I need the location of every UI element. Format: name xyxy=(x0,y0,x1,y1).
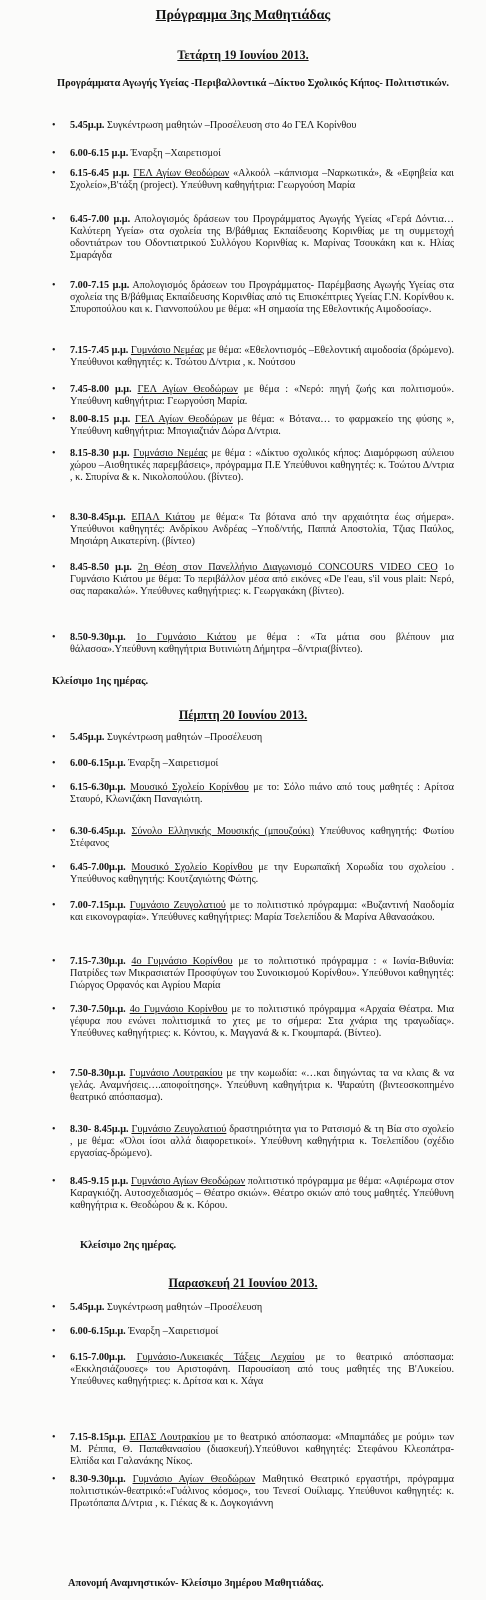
item-school: ΕΠΑΛ Κιάτου xyxy=(131,512,195,523)
schedule-item xyxy=(52,414,455,438)
item-description: Συγκέντρωση μαθητών –Προσέλευση xyxy=(107,1302,263,1313)
item-description: 1ο Γυμνάσιο Κιάτου με θέμα: Το περιβάλλον μέσα από εικόνες «De l'eau, s'il vous plait: Νερό, σας παρακαλώ». Υπεύθυνες καθηγήτριες: κ. Γεωργακάκη (βίντεο). xyxy=(70,562,454,598)
item-time: 7.15-7.30μ.μ. xyxy=(70,956,126,967)
item-school: 4ο Γυμνάσιο Κορίνθου xyxy=(131,956,233,967)
item-description: με θέμα : «Νερό: πηγή ζωής και πολιτισμού». Υπεύθυνη καθηγήτρια: Γεωργούση Μαρία. xyxy=(70,384,455,408)
bullet-icon: • xyxy=(52,280,56,291)
item-time: 7.30-7.50μ.μ. xyxy=(70,1004,126,1015)
item-time: 6.00-6.15 μ.μ. xyxy=(70,148,129,159)
item-time: 8.45-8.50 μ.μ. xyxy=(70,562,132,573)
item-school: ΓΕΛ Αγίων Θεοδώρων xyxy=(137,384,238,395)
schedule-item xyxy=(52,900,455,924)
item-time: 7.45-8.00 μ.μ. xyxy=(70,384,132,395)
bullet-icon: • xyxy=(52,1326,56,1337)
bullet-icon: • xyxy=(52,512,56,523)
item-time: 6.00-6.15μ.μ. xyxy=(70,758,126,769)
item-description: με το θεατρικό απόσπασμα: «Μπαμπάδες με ρούμι» των Μ. Ρέππα, Θ. Παπαθανασίου (διασκευή).Υπεύθυνοι καθηγητές: Στεφάνου Κλεοπάτρα-Ελπίδα και Γαλανάκης Νίκος. xyxy=(70,1432,454,1468)
item-description: πολιτιστικό πρόγραμμα με θέμα: «Αφιέρωμα στον Καραγκιόζη. Αυτοσχεδιασμός – Θέατρο σκιών». Θέατρο σκιών από τους μαθητές. Υπεύθυνη καθηγήτρια κ. Θεοδώρου & κ. Κόρου. xyxy=(70,1176,455,1212)
item-description: δραστηριότητα για το Ρατσισμό & τη Βία στο σχολείο , με θέμα: «Όλοι ίσοι αλλά διαφορετικοί». Υπεύθυνη καθηγήτρια κ. Τσελεπίδου (σχέδιο εργασίας-δρώμενο). xyxy=(70,1124,455,1160)
schedule-item xyxy=(52,1176,455,1212)
item-time: 8.30- 8.45μ.μ. xyxy=(70,1124,129,1135)
item-time: 6.45-7.00 μ.μ. xyxy=(70,214,131,225)
item-time: 6.15-7.00μ.μ. xyxy=(70,1352,126,1363)
schedule-item xyxy=(52,826,455,850)
bullet-icon: • xyxy=(52,732,56,743)
item-description: με θέμα : «Δίκτυο σχολικός κήπος: Διαμόρφωση αύλειου χώρου –Αισθητικές παρεμβάσεις», πρόγραμμα Π.Ε Υπεύθυνοι καθηγητές: κ. Τσώτου Δ/ντρια , κ. Σπυρίνα & κ. Νικολοπούλου. (βίντεο). xyxy=(70,448,455,484)
item-description: Μαθητικό Θεατρικό εργαστήρι, πρόγραμμα πολιτιστικών-θεατρικό:«Γυάλινος κόσμος», του Τενεσί Ουίλιαμς. Υπεύθυνοι καθηγητές: κ. Πρωτόπαπα Δ/ντρια , κ. Γιέκας & κ. Δογκογιάννη xyxy=(70,1474,454,1510)
item-time: 5.45μ.μ. xyxy=(70,1302,105,1313)
item-time: 6.15-6.30μ.μ. xyxy=(70,782,126,793)
item-description: με θέμα:« Τα βότανα από την αρχαιότητα έως σήμερα». Υπεύθυνοι καθηγητές: Ανδρίκου Ανδρέας –Υποδ/ντής, Παππά Αποστολία, Τζιας Παύλος, Μησιάρη Αικατερίνη. (βίντεο) xyxy=(70,512,455,548)
bullet-icon: • xyxy=(52,758,56,769)
item-description: Έναρξη –Χαιρετισμοί xyxy=(130,148,221,159)
bullet-icon: • xyxy=(52,1176,56,1187)
day1-closing: Κλείσιμο 1ης ημέρας. xyxy=(52,676,149,687)
item-school: Γυμνάσιο Ζευγολατιού xyxy=(129,900,226,911)
item-school: Γυμνάσιο Αγίων Θεοδώρων xyxy=(130,1176,246,1187)
schedule-item xyxy=(52,448,455,484)
item-time: 7.00-7.15μ.μ. xyxy=(70,900,126,911)
bullet-icon: • xyxy=(52,782,56,793)
item-school: Γυμνάσιο Αγίων Θεοδώρων xyxy=(132,1474,256,1485)
bullet-icon: • xyxy=(52,1352,56,1363)
item-time: 6.15-6.45 μ.μ. xyxy=(70,168,130,179)
item-time: 6.45-7.00μ.μ. xyxy=(70,862,126,873)
bullet-icon: • xyxy=(52,1004,56,1015)
item-description: Συγκέντρωση μαθητών –Προσέλευση xyxy=(107,732,263,743)
item-description: με θέμα : «Τα μάτια σου βλέπουν μια θάλασσα».Υπεύθυνη καθηγήτρια Βυτινιώτη Δήμητρα –δ/ντρια(βίντεο). xyxy=(70,632,455,656)
bullet-icon: • xyxy=(52,956,56,967)
bullet-icon: • xyxy=(52,448,56,459)
schedule-item xyxy=(52,1068,455,1104)
bullet-icon: • xyxy=(52,384,56,395)
item-description: με την Ευρωπαϊκή Χορωδία του σχολείου . Υπεύθυνος καθηγητής: Κουτζαγιώτης Φώτης. xyxy=(70,862,454,886)
item-school: Γυμνάσιο Λουτρακίου xyxy=(129,1068,223,1079)
schedule-item xyxy=(52,1432,454,1468)
schedule-item xyxy=(52,280,455,316)
item-time: 5.45μ.μ. xyxy=(70,732,105,743)
item-time: 8.50-9.30μ.μ. xyxy=(70,632,126,643)
item-school: Γυμνάσιο Ζευγολατιού xyxy=(131,1124,227,1135)
item-time: 7.15-8.15μ.μ. xyxy=(70,1432,126,1443)
schedule-item xyxy=(52,214,454,262)
item-description: με το θεατρικό απόσπασμα: «Εκκλησιάζουσες» του Αριστοφάνη. Παρουσίαση από τους μαθητές της Β'Λυκείου. Υπεύθυνες καθηγήτριες: κ. Δρίτσα και κ. Χάγα xyxy=(70,1352,455,1388)
item-time: 7.15-7.45 μ.μ. xyxy=(70,345,129,356)
bullet-icon: • xyxy=(52,900,56,911)
item-school: 4ο Γυμνάσιο Κορίνθου xyxy=(129,1004,228,1015)
schedule-item xyxy=(52,1474,454,1510)
schedule-item xyxy=(52,732,454,744)
bullet-icon: • xyxy=(52,1068,56,1079)
bullet-icon: • xyxy=(52,826,56,837)
item-description: με το πολιτιστικό πρόγραμμα : « Ιωνία-Βιθυνία: Πατρίδες των Μικρασιατών Προσφύγων του Συνοικισμού Κορίνθου». Υπεύθυνοι καθηγητές: Γιώργος Ορφανός και Αγρίου Μαρία xyxy=(70,956,455,992)
item-description: «Αλκοόλ –κάπνισμα –Ναρκωτικά», & «Εφηβεία και Σχολείο»,Β'τάξη (project). Υπεύθυνη καθηγήτρια: Γεωργούση Μαρία xyxy=(70,168,454,192)
schedule-item xyxy=(52,758,454,770)
day1-heading: Τετάρτη 19 Ιουνίου 2013. xyxy=(177,48,309,62)
bullet-icon: • xyxy=(52,1474,56,1485)
schedule-item xyxy=(52,1302,454,1314)
bullet-icon: • xyxy=(52,414,56,425)
schedule-item xyxy=(52,1352,455,1388)
item-time: 5.45μ.μ. xyxy=(70,120,105,131)
bullet-icon: • xyxy=(52,862,56,873)
item-time: 7.00-7.15 μ.μ. xyxy=(70,280,130,291)
day3-closing: Απονομή Αναμνηστικών- Κλείσιμο 3ημέρου Μαθητιάδας. xyxy=(68,1578,324,1589)
item-description: Απολογισμός δράσεων του Προγράμματος Αγωγής Υγείας «Γερά Δόντια…Καλύτερη Υγεία» στα σχολεία της Β/βάθμιας Εκπαίδευσης Κορινθίας με τη συμμετοχή οδοντιάτρων του Οδοντιατρικού Συλλόγου Κορινθίας κ. Μαρίνας Τσουκάκη και κ. Ηλίας Σμαράγδα xyxy=(70,214,454,262)
bullet-icon: • xyxy=(52,1124,56,1135)
item-description: με θέμα: « Βότανα… το φαρμακείο της φύσης », Υπεύθυνη καθηγήτρια: Μπογιαζτιάν Δώρα Δ/ντρια. xyxy=(70,414,455,438)
item-school: ΓΕΛ Αγίων Θεοδώρων xyxy=(134,414,233,425)
day2-heading: Πέμπτη 20 Ιουνίου 2013. xyxy=(178,708,308,722)
item-school: Σύνολο Ελληνικής Μουσικής (μπουζούκι) xyxy=(131,826,314,837)
item-time: 6.00-6.15μ.μ. xyxy=(70,1326,126,1337)
item-description: με το πολιτιστικό πρόγραμμα: «Βυζαντινή Ναοδομία και εικονογραφία». Υπεύθυνες καθηγήτριες: Μαρία Τσελεπίδου & Μαρίνα Αθανασάκου. xyxy=(70,900,455,924)
bullet-icon: • xyxy=(52,120,56,131)
bullet-icon: • xyxy=(52,214,56,225)
schedule-item xyxy=(52,345,455,369)
schedule-item xyxy=(52,782,454,806)
schedule-item xyxy=(52,168,454,192)
item-school: ΓΕΛ Αγίων Θεοδώρων xyxy=(133,168,230,179)
item-school: 1ο Γυμνάσιο Κιάτου xyxy=(136,632,237,643)
item-time: 8.00-8.15 μ.μ. xyxy=(70,414,131,425)
bullet-icon: • xyxy=(52,1302,56,1313)
item-description: με το: Σόλο πιάνο από τους μαθητές : Αρίτσα Σταυρό, Κλωνιζάκη Παναγιώτη. xyxy=(70,782,454,806)
item-description: Συγκέντρωση μαθητών –Προσέλευση στο 4ο ΓΕΛ Κορίνθου xyxy=(107,120,357,131)
item-description: Υπεύθυνος καθηγητής: Φωτίου Στέφανος xyxy=(70,826,455,850)
schedule-item xyxy=(52,384,455,408)
schedule-item xyxy=(52,148,454,160)
schedule-item xyxy=(52,512,455,548)
schedule-item xyxy=(52,862,454,886)
item-school: Γυμνάσιο-Λυκειακές Τάξεις Λεχαίου xyxy=(136,1352,305,1363)
schedule-item xyxy=(52,120,454,132)
bullet-icon: • xyxy=(52,1432,56,1443)
item-description: Απολογισμός δράσεων του Προγράμματος- Παρέμβασης Αγωγής Υγείας στα σχολεία της Β/βάθμιας Εκπαίδευσης Κορινθίας από τις Επισκέπτριες Υγείας Γ.Ν. Κορίνθου κ. Σπυροπούλου και κ. Γιαννοπούλου με θέμα: «Η σημασία της Εθελοντικής Αιμοδοσίας». xyxy=(70,280,455,316)
bullet-icon: • xyxy=(52,345,56,356)
item-school: Γυμνάσιο Νεμέας xyxy=(133,448,208,459)
day2-closing: Κλείσιμο 2ης ημέρας. xyxy=(80,1240,177,1251)
item-time: 8.30-9.30μ.μ. xyxy=(70,1474,126,1485)
item-school: ΕΠΑΣ Λουτρακίου xyxy=(129,1432,210,1443)
page-title: Πρόγραμμα 3ης Μαθητιάδας xyxy=(155,8,331,23)
item-time: 7.50-8.30μ.μ. xyxy=(70,1068,126,1079)
bullet-icon: • xyxy=(52,168,56,179)
item-time: 8.45-9.15 μ.μ. xyxy=(70,1176,129,1187)
item-description: με θέμα: «Εθελοντισμός –Εθελοντική αιμοδοσία (δρώμενο). Υπεύθυνοι καθηγητές: κ. Τσώτου Δ/ντρια , κ. Νούτσου xyxy=(70,345,455,369)
day1-subtitle: Προγράμματα Αγωγής Υγείας -Περιβαλλοντικά –Δίκτυο Σχολικός Κήπος- Πολιτιστικών. xyxy=(57,78,449,89)
schedule-item xyxy=(52,956,455,992)
schedule-item xyxy=(52,632,455,656)
item-description: Έναρξη –Χαιρετισμοί xyxy=(128,1326,219,1337)
item-school: Μουσικό Σχολείο Κορίνθου xyxy=(130,782,249,793)
item-description: με την κωμωδία: «…και διηγώντας τα να κλαις & να γελάς. Αναμνήσεις….αποφοίτησης». Υπεύθυνη καθηγήτρια κ. Ψαραύτη (βιντεοσκοπημένο θεατρικό απόσπασμα). xyxy=(70,1068,455,1104)
day3-heading: Παρασκευή 21 Ιουνίου 2013. xyxy=(168,1276,318,1290)
schedule-item xyxy=(52,1124,455,1160)
bullet-icon: • xyxy=(52,148,56,159)
item-description: Έναρξη –Χαιρετισμοί xyxy=(128,758,219,769)
item-school: 2η Θέση στον Πανελλήνιο Διαγωνισμό CONCOURS VIDEO CEO xyxy=(137,562,438,573)
item-school: Γυμνάσιο Νεμέας xyxy=(130,345,204,356)
schedule-item xyxy=(52,1004,455,1040)
bullet-icon: • xyxy=(52,632,56,643)
item-school: Μουσικό Σχολείο Κορίνθου xyxy=(131,862,253,873)
item-description: με το πολιτιστικό πρόγραμμα «Αρχαία Θέατρα. Μια γέφυρα που ενώνει πολιτισμικά το χτες με το σήμερα: Στα χνάρια της τραγωδίας». Υπεύθυνες καθηγήτριες: κ. Κόντου, κ. Μαγγανά & κ. Γκουμπαρά. (Βίντεο). xyxy=(70,1004,455,1040)
item-time: 6.30-6.45μ.μ. xyxy=(70,826,126,837)
schedule-item xyxy=(52,562,454,598)
schedule-item xyxy=(52,1326,454,1338)
item-time: 8.15-8.30 μ.μ. xyxy=(70,448,130,459)
bullet-icon: • xyxy=(52,562,56,573)
item-time: 8.30-8.45μ.μ. xyxy=(70,512,126,523)
